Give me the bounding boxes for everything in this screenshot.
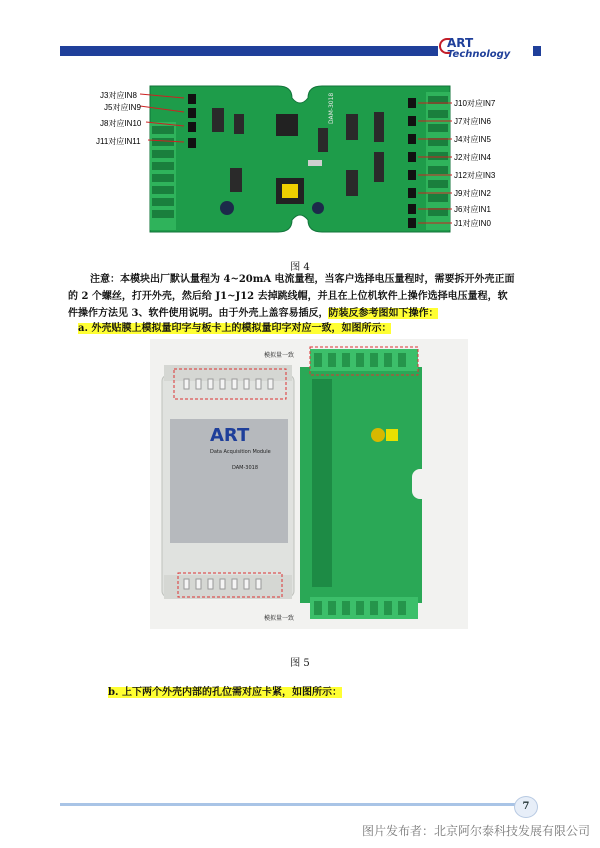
pcb-board-image: [92, 84, 508, 234]
note-line-1: 注意：本模块出厂默认量程为 4~20mA 电流量程，当客户选择电压量程时，需要拆开外壳正面: [90, 274, 515, 285]
chip-label: DAM-3018: [328, 92, 335, 124]
footer-line: [60, 803, 530, 806]
label-j12: J12对应IN3: [454, 171, 496, 180]
module-photo-image: [150, 339, 468, 629]
figure-5-caption: 图 5: [290, 658, 310, 669]
label-j6: J6对应IN1: [454, 205, 491, 214]
figure-4-caption: 图 4: [290, 262, 310, 273]
page-number: 7: [514, 796, 538, 818]
label-j8: J8对应IN10: [100, 119, 142, 128]
note-paragraph: [68, 271, 538, 322]
logo-line1: ART: [447, 36, 474, 50]
publisher-credit: 图片发布者：北京阿尔泰科技发展有限公司: [361, 824, 590, 838]
label-j5: J5对应IN9: [104, 103, 141, 112]
case-model-text: DAM-3018: [232, 465, 259, 471]
header-square: [533, 46, 541, 56]
label-j2: J2对应IN4: [454, 153, 491, 162]
step-b: [108, 684, 578, 701]
label-j7: J7对应IN6: [454, 117, 491, 126]
label-analog-consistent-top: 模拟量一致: [264, 352, 295, 359]
note-line-3-highlight: 防装反参考图如下操作：: [328, 308, 439, 319]
step-a-text: a. 外壳贴膜上模拟量印字与板卡上的模拟量印字对应一致，如图所示：: [78, 323, 392, 334]
note-line-3-text: 件操作方法见 3、软件使用说明。由于外壳上盖容易插反，: [68, 308, 329, 319]
case-logo-subtitle: Data Acquisition Module: [210, 449, 271, 455]
label-j9: J9对应IN2: [454, 189, 491, 198]
case-logo-text: ART: [210, 425, 250, 446]
label-j10: J10对应IN7: [454, 99, 496, 108]
label-j3: J3对应IN8: [100, 91, 137, 100]
logo-line2: Technology: [447, 49, 511, 60]
label-j4: J4对应IN5: [454, 135, 491, 144]
step-b-text: b. 上下两个外壳内部的孔位需对应卡紧，如图所示：: [108, 687, 342, 698]
label-analog-consistent-bottom: 模拟量一致: [264, 615, 295, 622]
label-j1: J1对应IN0: [454, 219, 491, 228]
art-logo: [447, 38, 527, 60]
header-bar: [60, 46, 438, 56]
figure-5-photo: [150, 339, 468, 629]
step-a: [78, 320, 548, 337]
note-line-2: 的 2 个螺丝，打开外壳，然后给 J1~J12 去掉跳线帽，并且在上位机软件上操作选择电压量程，软: [68, 291, 508, 302]
logo-mark-icon: [439, 38, 450, 54]
label-j11: J11对应IN11: [96, 137, 141, 146]
figure-4: [92, 84, 508, 234]
